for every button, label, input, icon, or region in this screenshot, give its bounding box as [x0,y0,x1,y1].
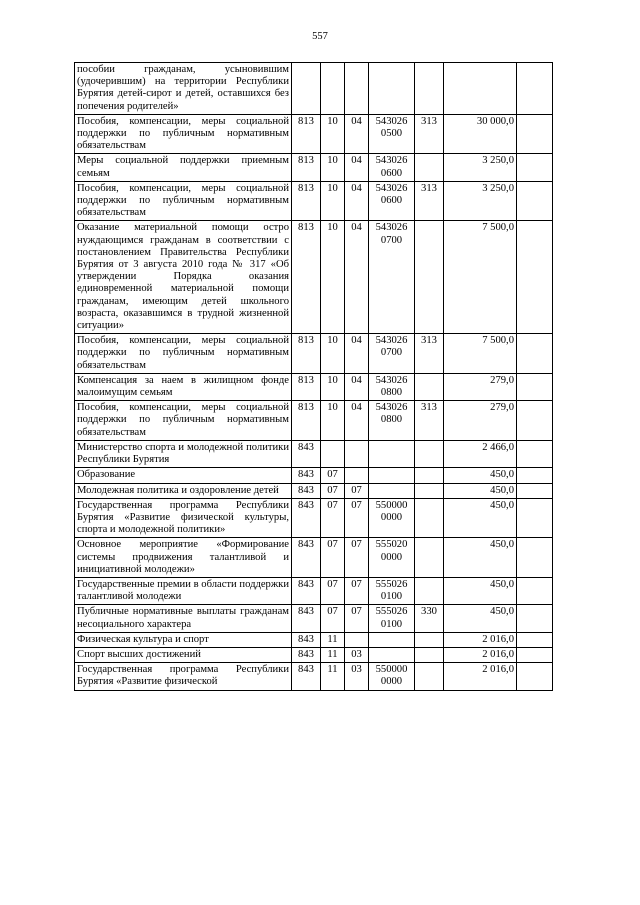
amount-cell: 279,0 [444,373,517,400]
extra-cell [517,440,553,467]
table-row [75,468,553,483]
table-row [75,647,553,662]
section-code-cell: 11 [321,663,345,690]
table-row [75,498,553,538]
subsection-code-cell: 07 [345,577,369,604]
section-code-cell: 10 [321,401,345,441]
page-number: 557 [312,31,328,42]
item-name-cell: Пособия, компенсации, меры социальной поддержки по публичным нормативным обязательствам [75,334,292,374]
expense-type-code-cell [415,373,444,400]
subsection-code-cell [345,440,369,467]
item-name-cell: Физическая культура и спорт [75,632,292,647]
section-code-cell: 07 [321,483,345,498]
expense-type-code-cell: 330 [415,605,444,632]
ministry-code-cell: 843 [292,663,321,690]
amount-cell [444,63,517,115]
target-item-code-cell: 543026 0600 [369,181,415,221]
extra-cell [517,632,553,647]
target-item-code-cell: 555026 0100 [369,605,415,632]
table-row [75,440,553,467]
item-name-cell: Меры социальной поддержки приемным семьям [75,154,292,181]
section-code-cell: 07 [321,577,345,604]
expense-type-code-cell [415,483,444,498]
table-row [75,114,553,154]
subsection-code-cell: 04 [345,181,369,221]
amount-cell: 450,0 [444,605,517,632]
item-name-cell: Публичные нормативные выплаты гражданам несоциального характера [75,605,292,632]
section-code-cell: 07 [321,498,345,538]
extra-cell [517,663,553,690]
target-item-code-cell: 543026 0800 [369,373,415,400]
amount-cell: 279,0 [444,401,517,441]
expense-type-code-cell [415,663,444,690]
section-code-cell: 10 [321,154,345,181]
target-item-code-cell: 555026 0100 [369,577,415,604]
ministry-code-cell: 813 [292,154,321,181]
extra-cell [517,221,553,334]
expense-type-code-cell [415,63,444,115]
ministry-code-cell: 843 [292,577,321,604]
expense-type-code-cell [415,538,444,578]
section-code-cell: 10 [321,373,345,400]
ministry-code-cell: 843 [292,647,321,662]
amount-cell: 7 500,0 [444,221,517,334]
expense-type-code-cell: 313 [415,401,444,441]
ministry-code-cell: 843 [292,538,321,578]
section-code-cell [321,440,345,467]
ministry-code-cell: 813 [292,373,321,400]
amount-cell: 450,0 [444,483,517,498]
ministry-code-cell: 843 [292,483,321,498]
extra-cell [517,577,553,604]
extra-cell [517,647,553,662]
target-item-code-cell: 543026 0700 [369,334,415,374]
amount-cell: 450,0 [444,468,517,483]
target-item-code-cell: 543026 0700 [369,221,415,334]
extra-cell [517,401,553,441]
target-item-code-cell [369,468,415,483]
section-code-cell: 07 [321,468,345,483]
subsection-code-cell: 04 [345,401,369,441]
subsection-code-cell: 03 [345,663,369,690]
item-name-cell: Спорт высших достижений [75,647,292,662]
ministry-code-cell [292,63,321,115]
extra-cell [517,154,553,181]
target-item-code-cell: 543026 0800 [369,401,415,441]
section-code-cell: 10 [321,114,345,154]
ministry-code-cell: 813 [292,114,321,154]
expense-type-code-cell [415,221,444,334]
ministry-code-cell: 813 [292,221,321,334]
amount-cell: 2 016,0 [444,663,517,690]
expense-type-code-cell [415,468,444,483]
section-code-cell: 10 [321,181,345,221]
table-row [75,181,553,221]
expense-type-code-cell [415,577,444,604]
ministry-code-cell: 843 [292,498,321,538]
target-item-code-cell [369,647,415,662]
item-name-cell: Компенсация за наем в жилищном фонде малоимущим семьям [75,373,292,400]
amount-cell: 450,0 [444,538,517,578]
item-name-cell: пособии гражданам, усыновившим (удочерившим) на территории Республики Бурятия детей-сирот и детей, оставшихся без попечения родителей» [75,63,292,115]
ministry-code-cell: 813 [292,334,321,374]
subsection-code-cell: 04 [345,221,369,334]
expense-type-code-cell: 313 [415,114,444,154]
item-name-cell: Молодежная политика и оздоровление детей [75,483,292,498]
item-name-cell: Министерство спорта и молодежной политики Республики Бурятия [75,440,292,467]
subsection-code-cell [345,632,369,647]
subsection-code-cell: 04 [345,334,369,374]
section-code-cell: 07 [321,605,345,632]
item-name-cell: Пособия, компенсации, меры социальной поддержки по публичным нормативным обязательствам [75,401,292,441]
section-code-cell [321,63,345,115]
extra-cell [517,63,553,115]
subsection-code-cell [345,468,369,483]
ministry-code-cell: 813 [292,181,321,221]
subsection-code-cell: 07 [345,483,369,498]
table-row [75,577,553,604]
table-row [75,221,553,334]
table-row [75,63,553,115]
section-code-cell: 07 [321,538,345,578]
table-row [75,483,553,498]
target-item-code-cell [369,63,415,115]
expense-type-code-cell [415,632,444,647]
table-row [75,538,553,578]
target-item-code-cell [369,483,415,498]
item-name-cell: Основное мероприятие «Формирование системы продвижения талантливой и инициативной молодежи» [75,538,292,578]
expense-type-code-cell: 313 [415,334,444,374]
section-code-cell: 10 [321,334,345,374]
item-name-cell: Пособия, компенсации, меры социальной поддержки по публичным нормативным обязательствам [75,181,292,221]
extra-cell [517,605,553,632]
item-name-cell: Образование [75,468,292,483]
table-row [75,632,553,647]
table-row [75,663,553,690]
expense-type-code-cell: 313 [415,181,444,221]
extra-cell [517,114,553,154]
amount-cell: 2 016,0 [444,647,517,662]
ministry-code-cell: 843 [292,605,321,632]
expense-type-code-cell [415,440,444,467]
amount-cell: 2 016,0 [444,632,517,647]
amount-cell: 450,0 [444,498,517,538]
table-row [75,401,553,441]
target-item-code-cell: 555020 0000 [369,538,415,578]
section-code-cell: 11 [321,632,345,647]
extra-cell [517,538,553,578]
subsection-code-cell: 04 [345,114,369,154]
ministry-code-cell: 843 [292,440,321,467]
amount-cell: 30 000,0 [444,114,517,154]
extra-cell [517,334,553,374]
item-name-cell: Государственная программа Республики Бурятия «Развитие физической культуры, спорта и молодежной политики» [75,498,292,538]
expense-type-code-cell [415,647,444,662]
target-item-code-cell [369,440,415,467]
extra-cell [517,483,553,498]
subsection-code-cell: 07 [345,605,369,632]
section-code-cell: 11 [321,647,345,662]
amount-cell: 450,0 [444,577,517,604]
extra-cell [517,468,553,483]
target-item-code-cell: 543026 0500 [369,114,415,154]
table-row [75,334,553,374]
section-code-cell: 10 [321,221,345,334]
subsection-code-cell [345,63,369,115]
budget-table [74,62,553,691]
table-row [75,154,553,181]
table-row [75,373,553,400]
item-name-cell: Пособия, компенсации, меры социальной поддержки по публичным нормативным обязательствам [75,114,292,154]
item-name-cell: Государственная программа Республики Бурятия «Развитие физической [75,663,292,690]
subsection-code-cell: 07 [345,538,369,578]
subsection-code-cell: 04 [345,154,369,181]
target-item-code-cell: 550000 0000 [369,663,415,690]
subsection-code-cell: 04 [345,373,369,400]
amount-cell: 7 500,0 [444,334,517,374]
amount-cell: 3 250,0 [444,181,517,221]
ministry-code-cell: 843 [292,632,321,647]
expense-type-code-cell [415,154,444,181]
target-item-code-cell: 543026 0600 [369,154,415,181]
target-item-code-cell: 550000 0000 [369,498,415,538]
extra-cell [517,373,553,400]
target-item-code-cell [369,632,415,647]
subsection-code-cell: 03 [345,647,369,662]
table-row [75,605,553,632]
item-name-cell: Оказание материальной помощи остро нуждающимся гражданам в соответствии с постановлением Правительства Республики Бурятия от 3 августа 2010 года № 317 «Об утверждении Порядка оказания единовременной материальной помощи гражданам, имеющим детей школьного возраста, оказавшимся в трудной жизненной ситуации» [75,221,292,334]
item-name-cell: Государственные премии в области поддержки талантливой молодежи [75,577,292,604]
ministry-code-cell: 813 [292,401,321,441]
subsection-code-cell: 07 [345,498,369,538]
amount-cell: 2 466,0 [444,440,517,467]
amount-cell: 3 250,0 [444,154,517,181]
expense-type-code-cell [415,498,444,538]
table-body [75,63,553,691]
extra-cell [517,181,553,221]
ministry-code-cell: 843 [292,468,321,483]
extra-cell [517,498,553,538]
